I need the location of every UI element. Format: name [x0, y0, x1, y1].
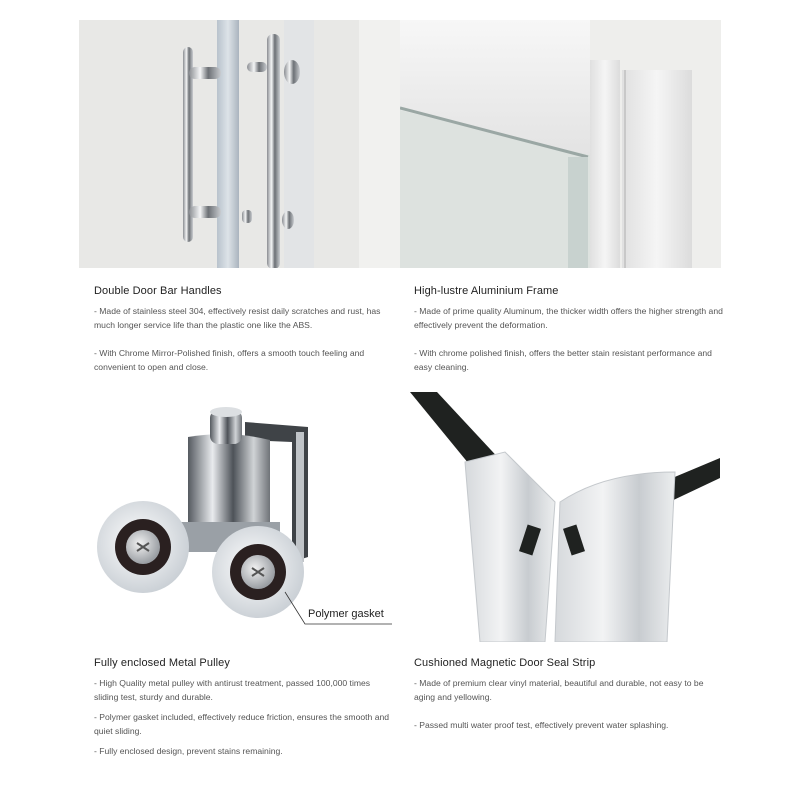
- feature-description-metal-pulley: [94, 676, 394, 764]
- magnetic-seal-illustration: [405, 392, 725, 642]
- feature-description-aluminium-frame: [414, 304, 724, 388]
- feature-description-magnetic-seal: [414, 676, 724, 746]
- polymer-gasket-callout: Polymer gasket: [308, 608, 384, 620]
- feature-point: - Fully enclosed design, prevent stains remaining.: [94, 746, 283, 756]
- metal-pulley-photo: [80, 392, 400, 642]
- feature-point: - Made of prime quality Aluminum, the thicker width offers the higher strength and effectively prevent the deformation.: [414, 306, 723, 330]
- magnetic-seal-photo: [405, 392, 725, 642]
- feature-point: - Passed multi water proof test, effectively prevent water splashing.: [414, 720, 669, 730]
- feature-title-magnetic-seal: Cushioned Magnetic Door Seal Strip: [414, 657, 596, 669]
- aluminium-frame-photo: [400, 20, 721, 268]
- feature-point: - High Quality metal pulley with antirust treatment, passed 100,000 times sliding test, sturdy and durable.: [94, 678, 371, 702]
- feature-title-aluminium-frame: High-lustre Aluminium Frame: [414, 285, 559, 297]
- feature-point: - Made of stainless steel 304, effectively resist daily scratches and rust, has much longer service life than the plastic one like the ABS.: [94, 306, 381, 330]
- feature-point: - Made of premium clear vinyl material, beautiful and durable, not easy to be aging and yellowing.: [414, 678, 704, 702]
- door-handles-photo: [79, 20, 400, 268]
- feature-title-metal-pulley: Fully enclosed Metal Pulley: [94, 657, 230, 669]
- feature-point: - Polymer gasket included, effectively reduce friction, ensures the smooth and quiet sliding.: [94, 712, 390, 736]
- feature-point: - With chrome polished finish, offers the better stain resistant performance and easy cleaning.: [414, 348, 712, 372]
- metal-pulley-illustration: [80, 392, 400, 642]
- feature-point: - With Chrome Mirror-Polished finish, offers a smooth touch feeling and convenient to open and close.: [94, 348, 365, 372]
- feature-title-bar-handles: Double Door Bar Handles: [94, 285, 222, 297]
- door-handles-illustration: [79, 20, 400, 268]
- feature-description-bar-handles: [94, 304, 394, 388]
- aluminium-frame-illustration: [400, 20, 721, 268]
